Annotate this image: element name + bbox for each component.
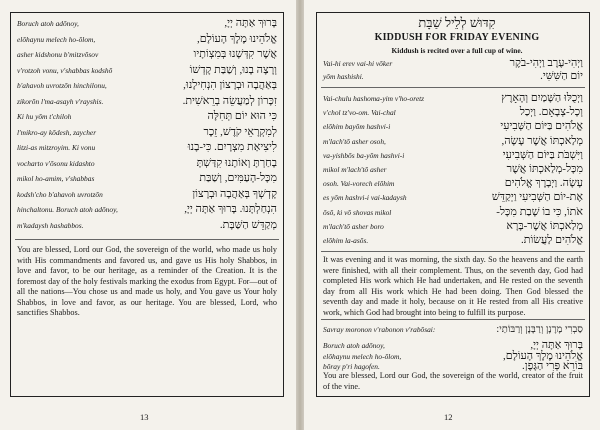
text-line — [317, 135, 589, 149]
savrei-hebrew: סַבְרִי מָרָנָן וְרַבָּנָן וְרַבּוֹתַי: — [496, 324, 583, 335]
hebrew-text: יוֹם הַשִּׁשִּׁי. — [540, 70, 583, 82]
right-page-number: 12 — [444, 412, 453, 422]
transliteration: m'lach'tō asher boro — [323, 221, 384, 231]
left-text-box — [10, 12, 284, 397]
hebrew-text: לִיצִיאַת מִצְרָיִם. כִּי-בָנוּ — [187, 141, 277, 153]
transliteration: b'ahavoh uvrotzōn hinchilonu, — [17, 81, 107, 90]
hebrew-text: מְקַדֵּשׁ הַשַּׁבָּת. — [219, 218, 277, 231]
text-line — [317, 92, 589, 106]
hebrew-text: אֱלֹהֵינוּ מֶלֶךְ הָעוֹלָם, — [196, 32, 277, 45]
hebrew-text: מְלַאכְתּוֹ אֲשֶׁר-בָּרָא — [506, 219, 583, 232]
left-page-number: 13 — [140, 412, 149, 422]
text-line — [11, 95, 283, 109]
hebrew-text: מִכָּל-הָעַמִּים, וְשַׁבַּת — [199, 172, 277, 184]
right-divider-1 — [321, 87, 585, 88]
transliteration: Boruch atoh adōnoy, — [323, 341, 385, 350]
text-line — [317, 70, 589, 84]
left-translation: You are blessed, Lord our God, the sovereign of the world, who made us holy with His commandments and favored us, and gave us His holy Shabbos, in love and favor, to be our heritage, as a reminder of the Creation. It is the foremost day of the holy festivals marking the exodus from Egypt. For—out of all the nations—You chose us and made us holy, and You gave us Your holy Shabbos, in love and favor, as our heritage. You are blessed, Lord, who sanctifies Shabbos. — [17, 245, 277, 317]
hebrew-text: מְלַאכְתּוֹ אֲשֶׁר עָשָׂה, — [501, 134, 583, 147]
transliteration: l'mikro-ay kōdesh, zaycher — [17, 127, 97, 137]
transliteration: Boruch atoh adōnoy, — [17, 19, 79, 28]
hebrew-text: וְכָל-צְבָאָם. וַיְכַל — [519, 106, 583, 119]
transliteration: Ki hu yōm t'chiloh — [17, 112, 72, 121]
hebrew-text: זִכָּרוֹן לְמַעֲשֵׂה בְרֵאשִׁית. — [182, 94, 277, 107]
transliteration: elōhim la-asōs. — [323, 236, 369, 245]
text-line — [11, 188, 283, 202]
hebrew-text: לְמִקְרָאֵי קֹדֶשׁ, זֵכֶר — [203, 125, 277, 138]
transliteration: elōhaynu melech ho-ōlom, — [17, 34, 96, 44]
text-line — [317, 234, 589, 248]
transliteration: asher kidshonu b'mitzvōsov — [17, 50, 99, 59]
text-line — [11, 110, 283, 124]
hebrew-text: בָחַרְתָּ וְאוֹתָנוּ קִדַּשְׁתָּ — [196, 156, 277, 169]
transliteration: yōm hashishi. — [323, 72, 364, 81]
transliteration: hinchaltonu. Boruch atoh adōnoy, — [17, 205, 118, 214]
text-line — [11, 79, 283, 93]
intro-lines — [317, 57, 589, 85]
transliteration: v'chol tz'vo-om. Vai-chal — [323, 108, 396, 118]
book-gutter — [296, 0, 304, 430]
hebrew-text: בּוֹרֵא פְּרִי הַגָּפֶן. — [522, 360, 583, 372]
title-english: KIDDUSH FOR FRIDAY EVENING — [374, 32, 540, 43]
hebrew-text: אֹתוֹ, כִּי בוֹ שָׁבַת מִכָּל- — [496, 205, 583, 218]
text-line — [11, 157, 283, 171]
text-line — [11, 33, 283, 47]
kiddush-instruction: Kiddush is recited over a full cup of wine. — [391, 46, 523, 55]
hebrew-text: עָשָׂה. וַיְבָרֶךְ אֱלֹהִים — [504, 177, 583, 190]
transliteration: bōray p'ri hagofen. — [323, 362, 380, 371]
transliteration: zikorōn l'ma-asayh v'rayshis. — [17, 96, 104, 106]
text-line — [11, 219, 283, 233]
wine-translation: You are blessed, Lord our God, the sovereign of the world, creator of the fruit of the vine. — [323, 371, 583, 391]
hebrew-text: וַיִּשְׁבֹּת בַּיּוֹם הַשְּׁבִיעִי — [502, 148, 583, 161]
text-line — [317, 120, 589, 134]
transliteration: mikol m'lach'tō asher — [323, 165, 387, 174]
text-line — [11, 172, 283, 186]
hebrew-text: אֶת-יוֹם הַשְּׁבִיעִי וַיְקַדֵּשׁ — [491, 191, 583, 204]
transliteration: litzi-as mitzroyim. Ki vonu — [17, 143, 96, 152]
transliteration: m'kadaysh hashabbos. — [17, 220, 84, 230]
hebrew-text: וַיְהִי-עֶרֶב וַיְהִי-בֹקֶר — [509, 57, 583, 69]
savrei-translit: Savray moronon v'rabonon v'rabōsai: — [323, 325, 436, 334]
transliteration: elōhaynu melech ho-ōlom, — [323, 351, 402, 361]
hebrew-text: אֲשֶׁר קִדְּשָׁנוּ בְּמִצְוֹתָיו — [193, 48, 277, 60]
hebrew-text: קָדְשְׁךָ בְּאַהֲבָה וּבְרָצוֹן — [192, 187, 277, 200]
hebrew-text: בְּאַהֲבָה וּבְרָצוֹן הִנְחִילָנוּ, — [183, 79, 277, 91]
text-line — [317, 163, 589, 177]
right-divider-3 — [321, 319, 585, 320]
text-line — [11, 64, 283, 78]
text-line — [11, 17, 283, 31]
left-page — [0, 0, 296, 430]
transliteration: vocharto v'ōsonu kidashto — [17, 158, 95, 168]
vaychulu-lines — [317, 92, 589, 250]
hebrew-text: וְרָצָה בָנוּ, וְשַׁבַּת קָדְשׁוֹ — [189, 63, 277, 76]
right-translation: It was evening and it was morning, the sixth day. So the heavens and the earth were finished, with all their complement. Thus, on the seventh day, God had completed His work which He had undertaken, and He rested on the seventh day from all His work which He had been doing. Then God blessed the seventh day and made it holy, because on it He rested from all His creative work, which God had brought into being to fulfill its purpose. — [323, 255, 583, 317]
transliteration: Vai-chulu hashoma-yim v'ho-oretz — [323, 94, 425, 103]
text-line — [317, 177, 589, 191]
transliteration: mikol ho-amim, v'shabbas — [17, 174, 95, 183]
text-line — [11, 203, 283, 217]
hebrew-text: כִּי הוּא יוֹם תְּחִלָּה — [207, 110, 277, 122]
hebrew-text: אֱלֹהִים בַּיּוֹם הַשְּׁבִיעִי — [500, 120, 583, 133]
hebrew-text: מִכָּל-מְלַאכְתּוֹ אֲשֶׁר — [506, 163, 583, 175]
right-page — [304, 0, 600, 430]
left-divider — [15, 239, 279, 240]
text-line — [317, 206, 589, 220]
text-line — [11, 141, 283, 155]
transliteration: osoh. Vai-vorech elōhim — [323, 179, 395, 189]
hebrew-text: בָּרוּךְ אַתָּה יְיָ, — [224, 17, 277, 29]
hebrew-text: הִנְחַלְתָּנוּ. בָּרוּךְ אַתָּה יְיָ, — [184, 203, 277, 215]
transliteration: elōhim bayōm hashvi-i — [323, 122, 391, 132]
text-line — [317, 191, 589, 205]
transliteration: es yōm hashvi-i vai-kadaysh — [323, 193, 407, 203]
right-divider-2 — [321, 251, 585, 252]
left-blessing-lines — [11, 17, 283, 237]
transliteration: va-yishbōs ba-yōm hashvi-i — [323, 150, 405, 160]
text-line — [317, 57, 589, 71]
hebrew-text: אֱלֹהִים לַעֲשׂוֹת. — [520, 234, 583, 246]
text-line — [317, 220, 589, 234]
transliteration: v'rotzoh vonu, v'shabbas kodshō — [17, 65, 113, 75]
text-line — [11, 48, 283, 62]
transliteration: Vai-hi erev vai-hi vōker — [323, 59, 393, 68]
right-text-box — [316, 12, 590, 397]
text-line — [11, 126, 283, 140]
text-line — [317, 106, 589, 120]
hebrew-text: אֱלֹהֵינוּ מֶלֶךְ הָעוֹלָם, — [502, 349, 583, 362]
title-hebrew: קִדּוּשׁ לְלֵיל שַׁבָּת — [418, 15, 496, 30]
text-line — [317, 149, 589, 163]
transliteration: m'lach'tō asher osoh, — [323, 136, 386, 146]
transliteration: ōsō, ki vō shovas mikol — [323, 207, 392, 217]
savrei-line — [317, 323, 589, 337]
transliteration: kodsh'cho b'ahavoh uvrotzōn — [17, 189, 103, 199]
hebrew-text: וַיְכֻלּוּ הַשָּׁמַיִם וְהָאָרֶץ — [501, 92, 583, 104]
hebrew-text: בָּרוּךְ אַתָּה יְיָ, — [530, 339, 583, 351]
